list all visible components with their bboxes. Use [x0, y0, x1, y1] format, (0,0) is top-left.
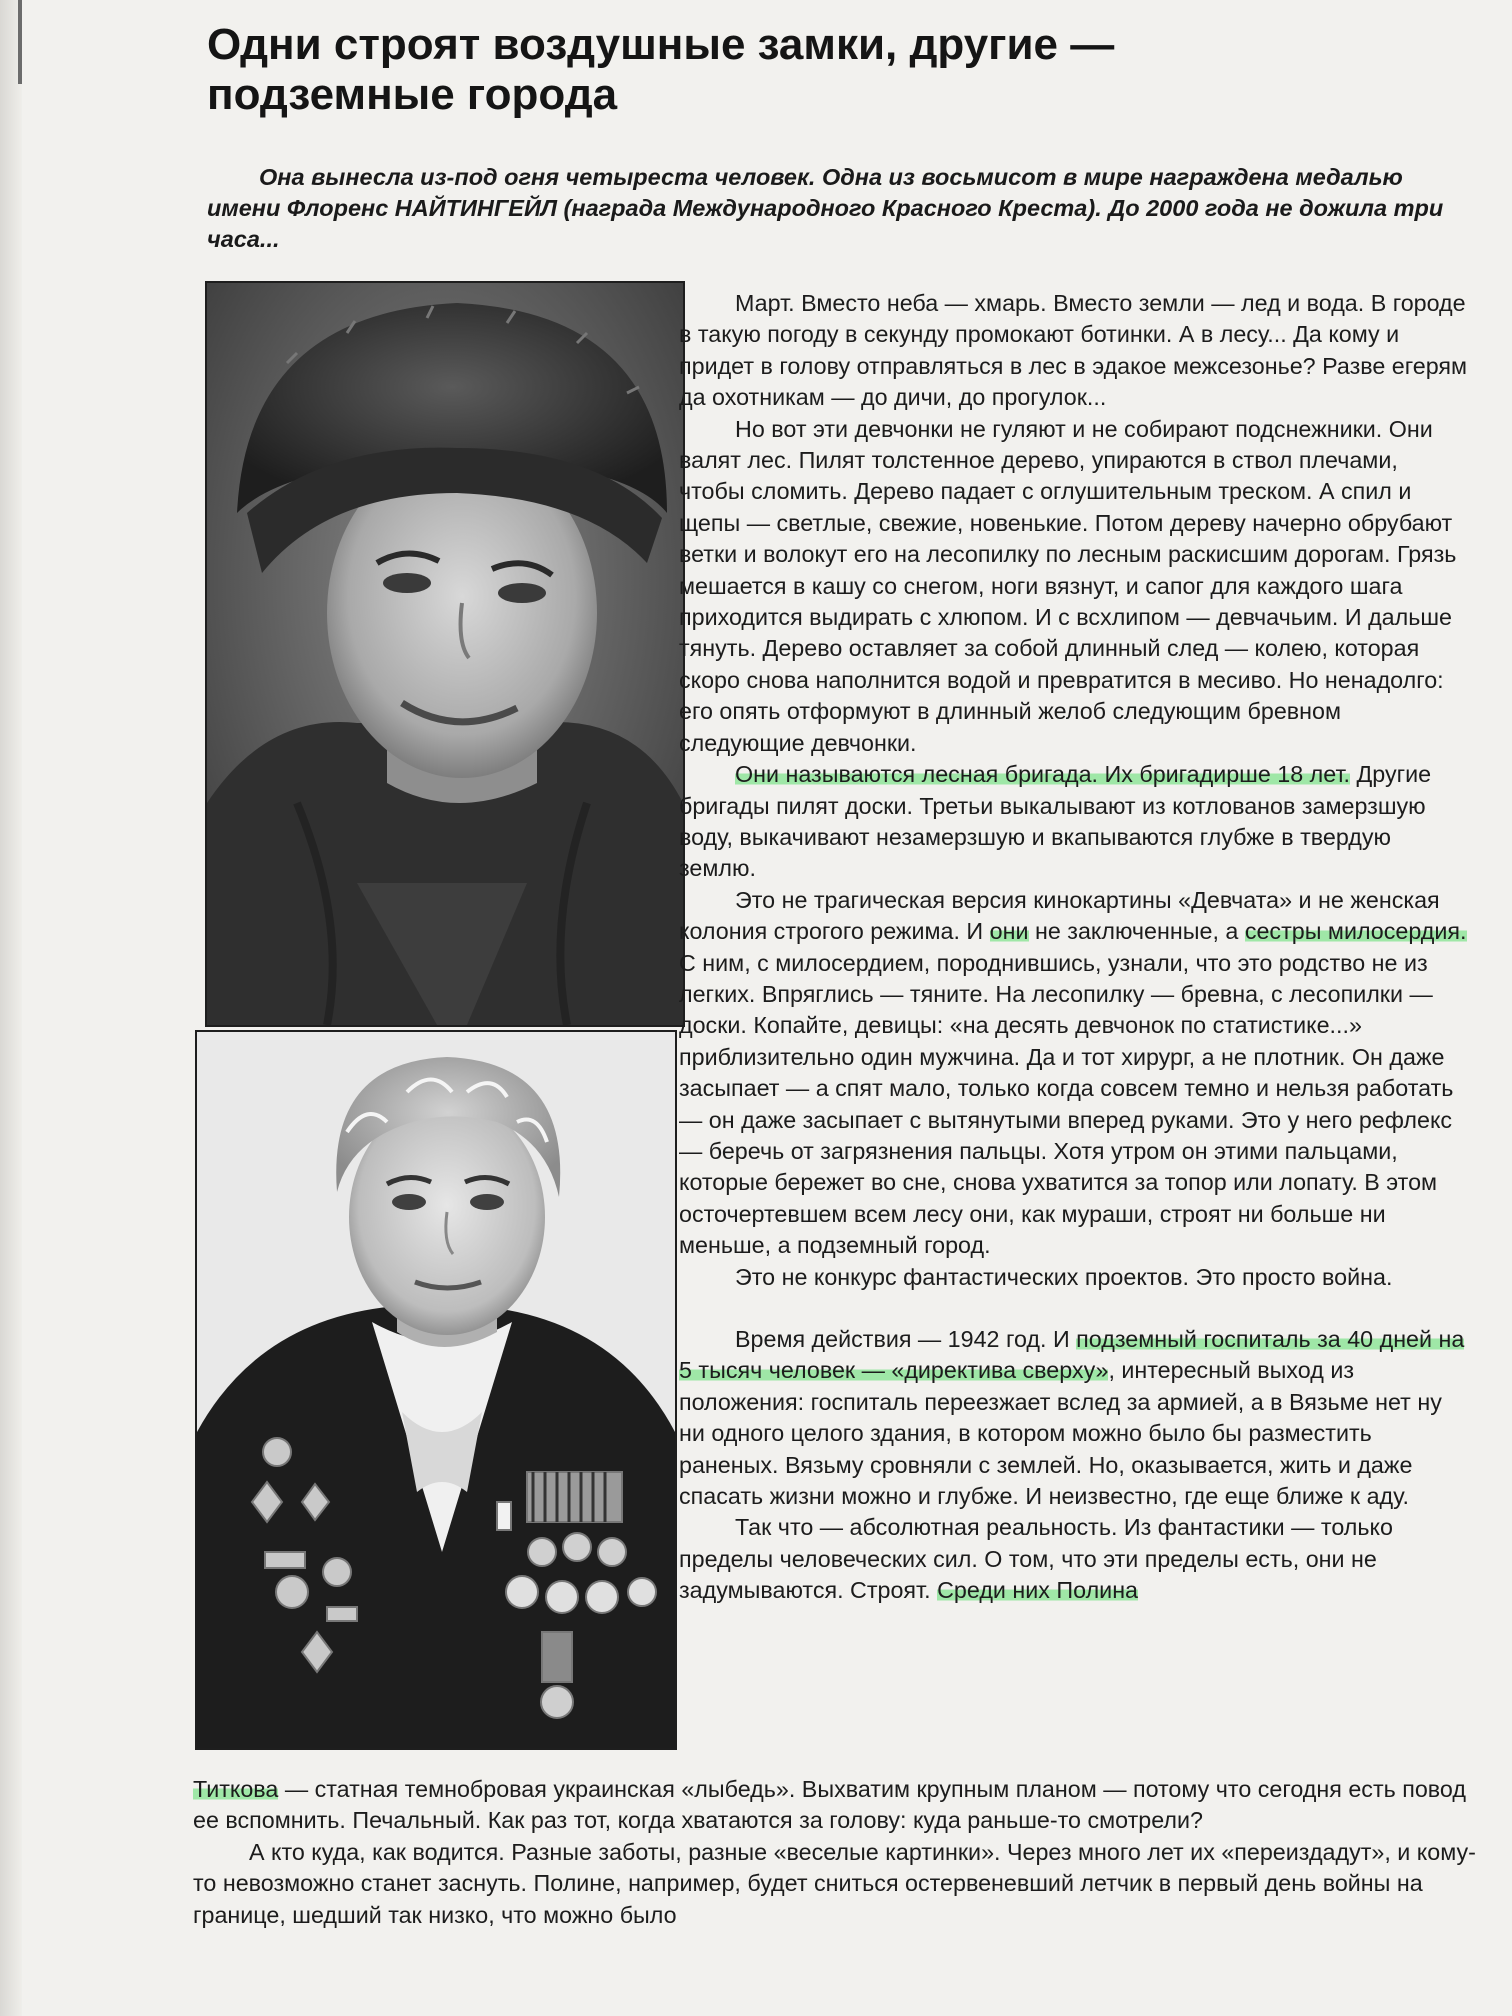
- highlight-brigade: Они называются лесная бригада. Их бригадирше 18 лет.: [735, 761, 1351, 788]
- paragraph-1: Март. Вместо неба — хмарь. Вместо земли — лед и вода. В городе в такую погоду в секунду промокают ботинки. А в лесу... Да кому и придет в голову отправляться в лес в эдакое межсезонье? Разве егерям да охотникам — до дичи, до прогулок...: [679, 290, 1468, 411]
- paragraph-3-rest: Другие бригады пилят доски. Третьи выкалывают из котлованов замерзшую воду, выкачивают незамерзшую и вкапываются глубже в твердую землю.: [679, 761, 1432, 882]
- paragraph-4: [679, 885, 1469, 1262]
- article-lead: Она вынесла из-под огня четыреста человек. Одна из восьмисот в мире награждена медалью имени Флоренс НАЙТИНГЕЙЛ (награда Международного Красного Креста). До 2000 года не дожила три часа...: [207, 164, 1444, 252]
- paragraph-4-part-b: не заключенные, а: [1028, 918, 1245, 945]
- highlight-sisters-of-mercy: сестры милосердия.: [1244, 918, 1467, 945]
- paragraph-6-part-b: , интересный выход из положения: госпиталь переезжает вслед за армией, а в Вязьме нет ну ни одного целого здания, в котором можно было бы разместить раненых. Вязьму сровняли с землей. Но, оказывается, жить и даже спасать жизни можно и глубже. И неизвестно, где еще ближе к аду.: [679, 1357, 1442, 1510]
- paragraph-4-part-a: Это не трагическая версия кинокартины «Девчата» и не женская колония строгого режима. И: [679, 886, 1440, 945]
- paragraph-3: [679, 759, 1469, 885]
- text-column: [679, 288, 1469, 1607]
- highlight-underground-hospital: подземный госпиталь за 40 дней на 5 тысяч человек — «директива сверху»: [679, 1326, 1465, 1384]
- highlight-oni: они: [989, 918, 1029, 945]
- highlight-titkova: Титкова: [193, 1776, 279, 1802]
- paragraph-gap: [679, 1293, 1469, 1324]
- highlight-among-them-polina: Среди них Полина: [937, 1577, 1139, 1604]
- paragraph-8: [193, 1774, 1483, 1837]
- paragraph-2: Но вот эти девчонки не гуляют и не собирают подснежники. Они валят лес. Пилят толстенное дерево, упираются в ствол плечами, чтобы сломить. Дерево падает с оглушительным треском. А спил и щепы — светлые, свежие, новенькие. Потом дереву начерно обрубают ветки и волокут его на лесопилку по лесным раскисшим дорогам. Грязь мешается в кашу со снегом, ноги вязнут, и сапог для каждого шага приходится выдирать с хлюпом. И с всхлипом — девчачьим. И дальше тянуть. Дерево оставляет за собой длинный след — колею, которая скоро снова наполнится водой и превратится в месиво. Но ненадолго: его опять отформуют в длинный желоб следующим бревном следующие девчонки.: [679, 415, 1457, 756]
- photo-young-woman: [205, 281, 685, 1027]
- paragraph-7: [679, 1512, 1469, 1606]
- paragraph-4-part-c: С ним, с милосердием, породнившись, узнали, что это родство не из легких. Впряглись — тяните. На лесопилку — бревна, с лесопилки — доски. Копайте, девицы: «на десять девчонок по статистике...» приблизительно один мужчина. Да и тот хирург, а не плотник. Он даже засыпает — а спят мало, только когда совсем темно и нельзя работать — он даже засыпает с вытянутыми вперед руками. Это у него рефлекс — беречь от загрязнения пальцы. Хотя утром он этими пальцами, которые бережет во сне, снова ухватится за топор или лопату. В этом осточертевшем всем лесу они, как мураши, строят ни больше ни меньше, а подземный город.: [679, 949, 1454, 1259]
- paragraph-9: А кто куда, как водится. Разные заботы, разные «веселые картинки». Через много лет их «переиздадут», и кому-то невозможно станет заснуть. Полине, например, будет сниться остервеневший летчик в первый день войны на границе, шедший так низко, что можно было: [193, 1838, 1476, 1928]
- article-title: Одни строят воздушные замки, другие — подземные города: [207, 20, 1115, 119]
- page-binding-mark: [18, 0, 22, 84]
- text-full-width: [193, 1774, 1483, 1931]
- paragraph-5: Это не конкурс фантастических проектов. Это просто война.: [735, 1263, 1393, 1290]
- photo-elderly-woman-with-medals: [195, 1030, 677, 1750]
- page-edge: [0, 0, 22, 2016]
- paragraph-7-part-a: Так что — абсолютная реальность. Из фантастики — только пределы человеческих сил. О том, что эти пределы есть, они не задумываются. Строят.: [679, 1514, 1393, 1604]
- paragraph-6: [679, 1324, 1469, 1512]
- paragraph-8-rest: — статная темнобровая украинская «лыбедь». Выхватим крупным планом — потому что сегодня есть повод ее вспомнить. Печальный. Как раз тот, когда хватаются за голову: куда раньше-то смотрели?: [193, 1776, 1466, 1834]
- paragraph-6-part-a: Время действия — 1942 год. И: [735, 1326, 1077, 1352]
